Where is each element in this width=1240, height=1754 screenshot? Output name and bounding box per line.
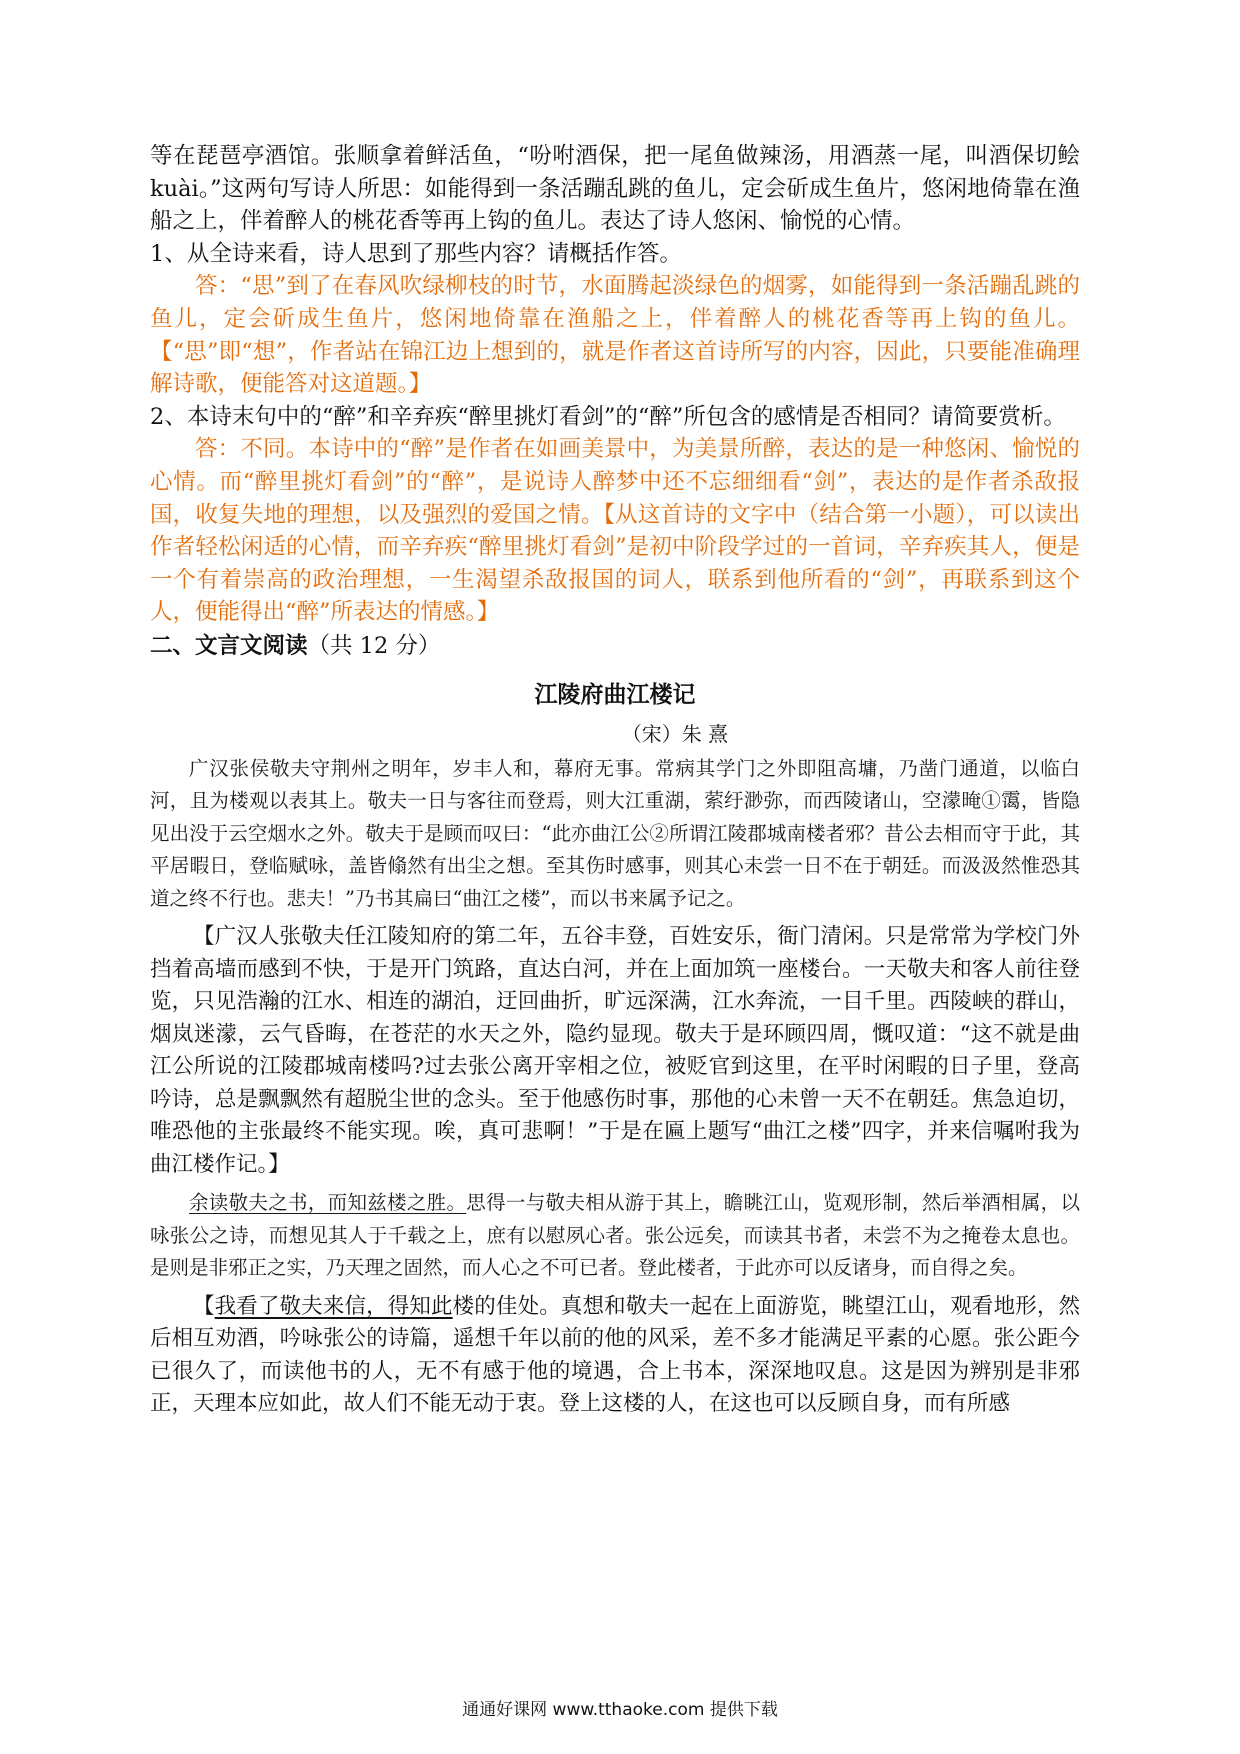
original-text-2-rest: 思得一与敬夫相从游于其上，瞻眺江山，览观形制，然后举酒相属，以咏张公之诗，而想见其人于千载之上，庶有以慰夙心者。张公远矣，而读其书者，未尝不为之掩卷太息也。是则是非邪正之实，乃天理之固然，而人心之不可已者。登此楼者，于此亦可以反诸身，而自得之矣。	[150, 1191, 1080, 1280]
original-text-1: 广汉张侯敬夫守荆州之明年，岁丰人和，幕府无事。常病其学门之外即阻高墉，乃凿门通道，以临白河，且为楼观以表其上。敬夫一日与客往而登焉，则大江重湖，萦纡渺弥，而西陵诸山，空濛晻①霭，皆隐见出没于云空烟水之外。敬夫于是顾而叹曰：“此亦曲江公②所谓江陵郡城南楼者邪？昔公去相而守于此，其平居暇日，登临赋咏，盖皆翛然有出尘之想。至其伤时感事，则其心未尝一日不在于朝廷。而汲汲然惟恐其道之终不行也。悲夫！”乃书其扁曰“曲江之楼”，而以书来属予记之。	[150, 756, 1080, 910]
translation-1: 【广汉人张敬夫任江陵知府的第二年，五谷丰登，百姓安乐，衙门清闲。只是常常为学校门外挡着高墙而感到不快，于是开门筑路，直达白河，并在上面加筑一座楼台。一天敬夫和客人前往登览，只见浩瀚的江水、相连的湖泊，迂回曲折，旷远深满，江水奔流，一目千里。西陵峡的群山，烟岚迷濛，云气昏晦，在苍茫的水天之外，隐约显现。敬夫于是环顾四周，慨叹道：“这不就是曲江公所说的江陵郡城南楼吗?过去张公离开宰相之位，被贬官到这里，在平时闲暇的日子里，登高吟诗，总是飘飘然有超脱尘世的念头。至于他感伤时事，那他的心未曾一天不在朝廷。焦急迫切，唯恐他的主张最终不能实现。唉，真可悲啊！”于是在匾上题写“曲江之楼”四字，并来信嘱咐我为曲江楼作记。】	[150, 924, 1080, 1177]
question-2: 2、本诗末句中的“醉”和辛弃疾“醉里挑灯看剑”的“醉”所包含的感情是否相同？请简要赏析。	[150, 403, 1066, 430]
answer-2: 答：不同。本诗中的“醉”是作者在如画美景中，为美景所醉，表达的是一种悠闲、愉悦的心情。而“醉里挑灯看剑”的“醉”，是说诗人醉梦中还不忘细细看“剑”，表达的是作者杀敌报国，收复失地的理想，以及强烈的爱国之情。【从这首诗的文字中（结合第一小题），可以读出作者轻松闲适的心情，而辛弃疾“醉里挑灯看剑”是初中阶段学过的一首词，辛弃疾其人，便是一个有着崇高的政治理想，一生渴望杀敌报国的词人，联系到他所看的“剑”，再联系到这个人，便能得出“醉”所表达的情感。】	[150, 436, 1080, 626]
answer-1: 答：“思”到了在春风吹绿柳枝的时节，水面腾起淡绿色的烟雾，如能得到一条活蹦乱跳的鱼儿，定会斫成生鱼片，悠闲地倚靠在渔船之上，伴着醉人的桃花香等再上钩的鱼儿。【“思”即“想”，作者站在锦江边上想到的，就是作者这首诗所写的内容，因此，只要能准确理解诗歌，便能答对这道题。】	[150, 273, 1080, 398]
translation-2-bracket: 【	[193, 1293, 215, 1319]
question-1: 1、从全诗来看，诗人思到了那些内容？请概括作答。	[150, 240, 682, 267]
section-heading	[150, 629, 1080, 663]
underlined-translation: 我看了敬夫来信，得知此	[214, 1293, 453, 1319]
page-footer: 通通好课网 www.tthaoke.com 提供下载	[462, 1700, 778, 1720]
section-heading-score: （共 12 分）	[307, 632, 441, 659]
intro-paragraph: 等在琵琶亭酒馆。张顺拿着鲜活鱼，“吩咐酒保，把一尾鱼做辣汤，用酒蒸一尾，叫酒保切鲙 kuài。”这两句写诗人所思：如能得到一条活蹦乱跳的鱼儿，定会斫成生鱼片，悠闲地倚靠在渔船之上，伴着醉人的桃花香等再上钩的鱼儿。表达了诗人悠闲、愉悦的心情。	[150, 143, 1080, 235]
translation-2-rest: 楼的佳处。真想和敬夫一起在上面游览，眺望江山，观看地形，然后相互劝酒，吟咏张公的诗篇，遥想千年以前的他的风采，差不多才能满足平素的心愿。张公距今已很久了，而读他书的人，无不有感于他的境遇，合上书本，深深地叹息。这是因为辨别是非邪正，天理本应如此，故人们不能无动于衷。登上这楼的人，在这也可以反顾自身，而有所感	[150, 1293, 1080, 1417]
section-heading-bold: 二、文言文阅读	[150, 632, 308, 659]
passage-author: （宋）朱 熹	[621, 721, 729, 746]
underlined-sentence: 余读敬夫之书，而知兹楼之胜。	[189, 1191, 467, 1215]
original-text-2	[150, 1187, 1080, 1285]
passage-title: 江陵府曲江楼记	[534, 680, 696, 708]
translation-2	[150, 1291, 1080, 1421]
document-page	[150, 140, 1080, 1421]
